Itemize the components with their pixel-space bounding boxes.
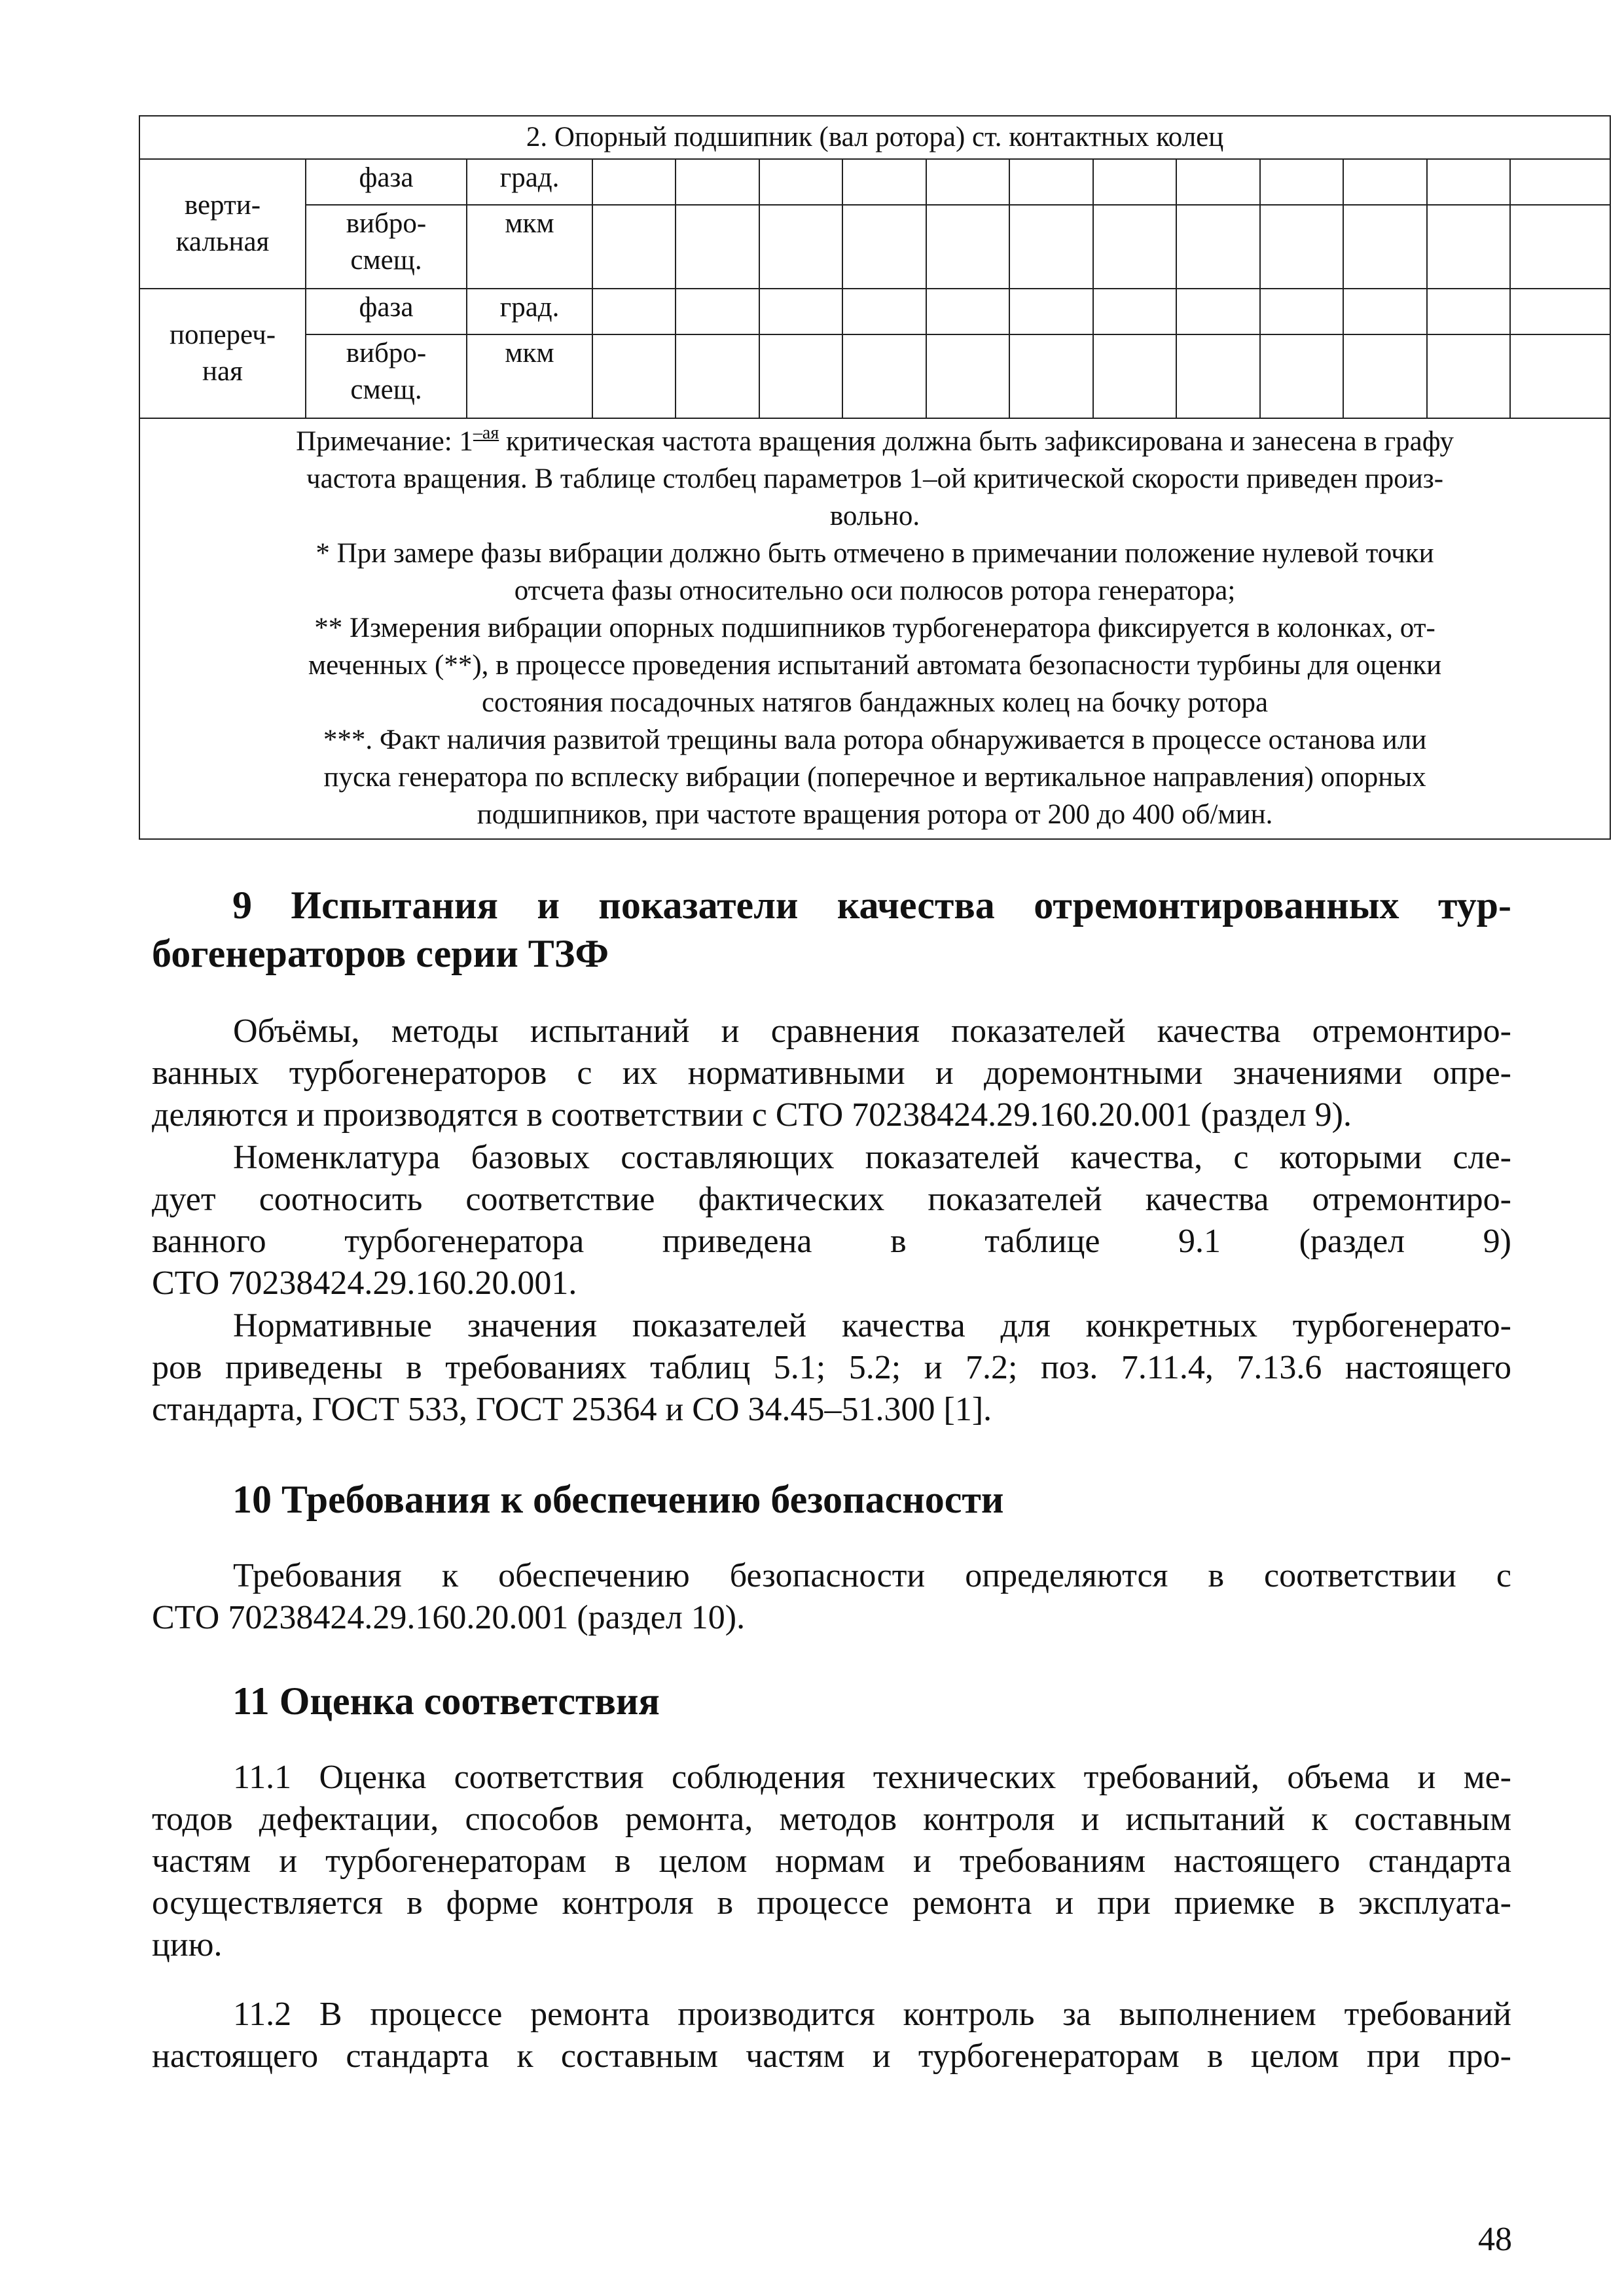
section-11-paragraph-1: 11.1 Оценка соответствия соблюдения технических требований, объема и ме- тодов дефектации, способов ремонта, методов контроля и испытаний к составным частям и турбогенераторам в целом нормам и требованиям настоящего стандарта осуществляется в форме контроля в процессе ремонта и при приемке в эксплуата- цию. xyxy=(152,1759,1511,1964)
data-cell xyxy=(1343,205,1427,289)
note-line: частота вращения. В таблице столбец параметров 1–ой критической скорости приведен произ- xyxy=(306,463,1444,494)
param-displacement: вибро- смещ. xyxy=(306,205,467,289)
data-cell xyxy=(1176,289,1260,334)
note-line: состояния посадочных натягов бандажных колец на бочку ротора xyxy=(481,687,1269,718)
data-cell xyxy=(1343,334,1427,418)
table-row xyxy=(139,289,1610,334)
data-cell xyxy=(1510,289,1610,334)
note-line: Примечание: $1^{-ая}$ критическая частота вращения должна быть зафиксирована и занесена в графу xyxy=(296,423,1454,457)
data-cell xyxy=(1510,205,1610,289)
data-cell xyxy=(1009,289,1093,334)
data-cell xyxy=(676,159,759,205)
param-phase: фаза xyxy=(306,159,467,205)
data-cell xyxy=(1510,334,1610,418)
data-cell xyxy=(1009,205,1093,289)
unit-degrees: град. xyxy=(467,159,592,205)
table-title: 2. Опорный подшипник (вал ротора) ст. контактных колец xyxy=(139,116,1610,159)
unit-degrees: град. xyxy=(467,289,592,334)
data-cell xyxy=(759,334,842,418)
section-10-heading: 10 Требования к обеспечению безопасности xyxy=(232,1478,1004,1521)
section-9-paragraph-1: Объёмы, методы испытаний и сравнения показателей качества отремонтиро- ванных турбогенераторов с их нормативными и доремонтными значениями опре- деляются и производятся в соответствии с СТО 70238424.29.160.20.001 (раздел 9). xyxy=(152,1013,1511,1134)
note-line: * При замере фазы вибрации должно быть отмечено в примечании положение нулевой точки xyxy=(316,538,1434,569)
data-cell xyxy=(1427,289,1510,334)
data-cell xyxy=(676,289,759,334)
section-10-paragraph-1: Требования к обеспечению безопасности определяются в соответствии с СТО 70238424.29.160.20.001 (раздел 10). xyxy=(152,1557,1511,1636)
data-cell xyxy=(1260,205,1343,289)
data-cell xyxy=(676,334,759,418)
unit-micrometers: мкм xyxy=(467,334,592,418)
direction-transverse: попереч- ная xyxy=(139,289,306,418)
data-cell xyxy=(1260,159,1343,205)
note-line: подшипников, при частоте вращения ротора от 200 до 400 об/мин. xyxy=(477,799,1273,830)
direction-vertical: верти- кальная xyxy=(139,159,306,289)
data-cell xyxy=(592,289,676,334)
table-row xyxy=(139,205,1610,289)
table-title-row xyxy=(139,116,1610,159)
note-line: отсчета фазы относительно оси полюсов ротора генератора; xyxy=(514,575,1236,606)
data-cell xyxy=(1427,159,1510,205)
data-cell xyxy=(1510,159,1610,205)
data-cell xyxy=(676,205,759,289)
section-9-heading: 9 Испытания и показатели качества отремонтированных тур- xyxy=(232,884,1511,927)
data-cell xyxy=(1343,289,1427,334)
data-cell xyxy=(926,205,1009,289)
section-9-paragraph-3: Нормативные значения показателей качества для конкретных турбогенерато- ров приведены в требованиях таблиц 5.1; 5.2; и 7.2; поз. 7.11.4, 7.13.6 настоящего стандарта, ГОСТ 533, ГОСТ 25364 и СО 34.45–51.300 [1]. xyxy=(152,1307,1511,1428)
data-cell xyxy=(842,205,926,289)
note-line: вольно. xyxy=(829,501,920,531)
data-cell xyxy=(1093,159,1176,205)
data-cell xyxy=(759,289,842,334)
data-cell xyxy=(842,289,926,334)
data-cell xyxy=(1093,334,1176,418)
table-note-row xyxy=(139,418,1610,839)
note-line: меченных (**), в процессе проведения испытаний автомата безопасности турбины для оценки xyxy=(308,650,1442,681)
data-cell xyxy=(1093,205,1176,289)
data-cell xyxy=(1427,205,1510,289)
data-cell xyxy=(1260,334,1343,418)
data-cell xyxy=(1427,334,1510,418)
data-cell xyxy=(1260,289,1343,334)
unit-micrometers: мкм xyxy=(467,205,592,289)
data-cell xyxy=(926,289,1009,334)
section-9-paragraph-2: Номенклатура базовых составляющих показателей качества, с которыми сле- дует соотносить соответствие фактических показателей качества отремонтиро- ванного турбогенератора приведена в таблице 9.1 (раздел 9) СТО 70238424.29.160.20.001. xyxy=(152,1139,1511,1302)
page-number: 48 xyxy=(1478,2221,1512,2258)
vibration-table xyxy=(139,115,1611,840)
param-phase: фаза xyxy=(306,289,467,334)
data-cell xyxy=(592,159,676,205)
note-line: ** Измерения вибрации опорных подшипников турбогенератора фиксируется в колонках, от- xyxy=(314,613,1435,643)
data-cell xyxy=(1093,289,1176,334)
data-cell xyxy=(759,159,842,205)
table-row xyxy=(139,334,1610,418)
note-line: пуска генератора по всплеску вибрации (поперечное и вертикальное направления) опорных xyxy=(323,762,1426,793)
data-cell xyxy=(592,334,676,418)
data-cell xyxy=(1009,334,1093,418)
param-displacement: вибро- смещ. xyxy=(306,334,467,418)
data-cell xyxy=(926,159,1009,205)
data-cell xyxy=(759,205,842,289)
section-11-paragraph-2: 11.2 В процессе ремонта производится контроль за выполнением требований настоящего стандарта к составным частям и турбогенераторам в целом при про- xyxy=(152,1996,1511,2075)
data-cell xyxy=(1176,334,1260,418)
table-note xyxy=(139,418,1610,839)
data-cell xyxy=(1009,159,1093,205)
data-cell xyxy=(1176,205,1260,289)
section-9-heading-cont: богенераторов серии ТЗФ xyxy=(152,932,609,975)
note-line: ***. Факт наличия развитой трещины вала ротора обнаруживается в процессе останова или xyxy=(323,725,1427,755)
data-cell xyxy=(1343,159,1427,205)
data-cell xyxy=(926,334,1009,418)
data-cell xyxy=(592,205,676,289)
data-cell xyxy=(1176,159,1260,205)
table-row xyxy=(139,159,1610,205)
data-cell xyxy=(842,159,926,205)
data-cell xyxy=(842,334,926,418)
section-11-heading: 11 Оценка соответствия xyxy=(232,1679,660,1723)
